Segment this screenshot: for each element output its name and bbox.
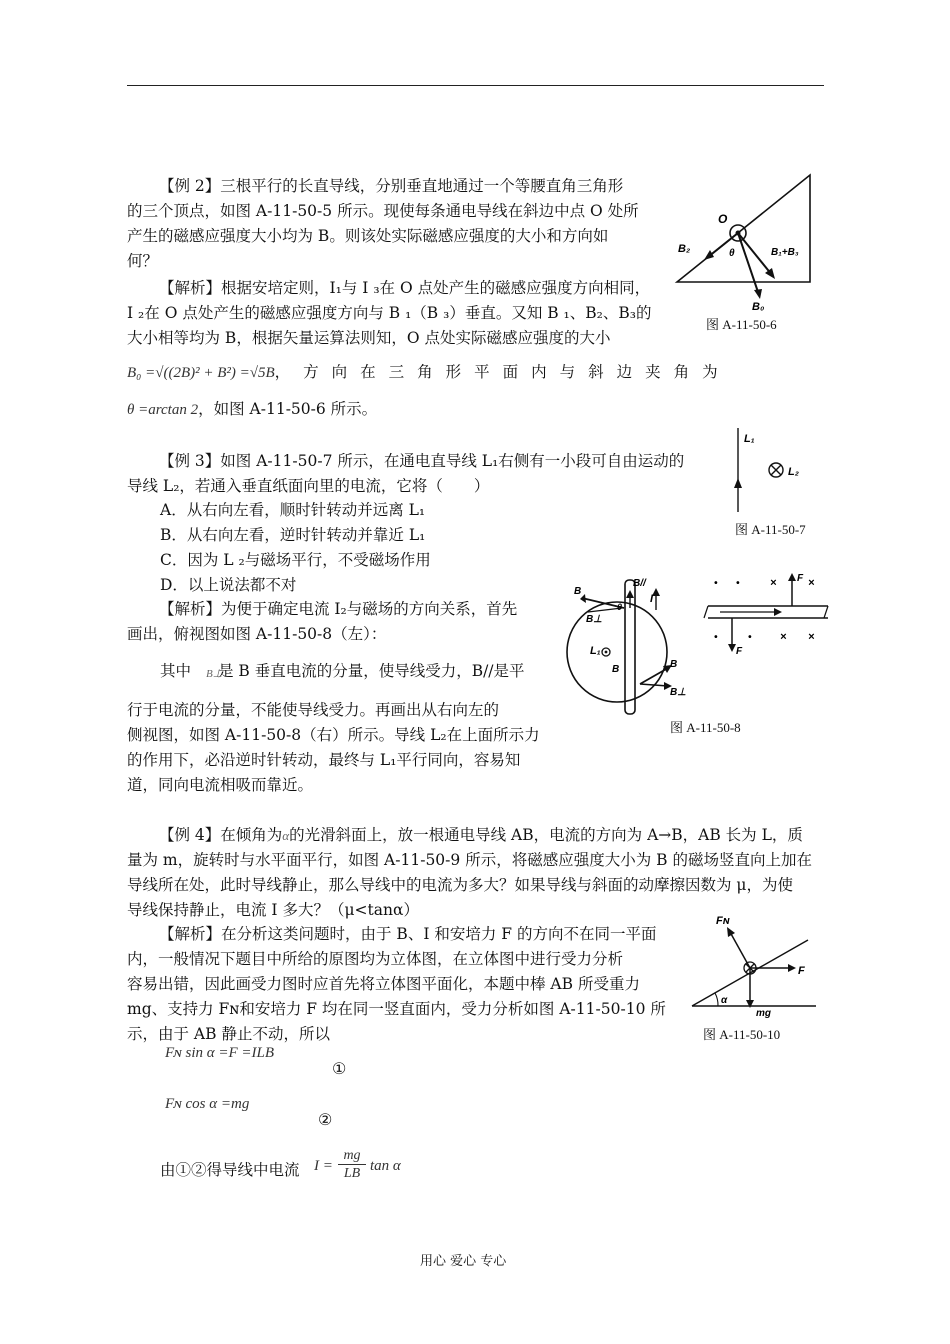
text-line: 道，同向电流相吸而靠近。 bbox=[127, 776, 314, 794]
example-3-question bbox=[127, 449, 727, 499]
example-4-solution bbox=[127, 922, 667, 1047]
text-line: 【例 2】三根平行的长直导线，分别垂直地通过一个等腰直角三角形 bbox=[159, 177, 624, 195]
example-2-formula-line bbox=[127, 360, 731, 386]
label-b-parallel-2: B bbox=[612, 664, 620, 675]
text-line: 画出，俯视图如图 A-11-50-8（左）： bbox=[127, 625, 387, 643]
label-i: I bbox=[650, 593, 654, 605]
page-footer: 用心 爱心 专心 bbox=[420, 1254, 507, 1269]
label-b-perp-top: B⊥ bbox=[586, 614, 602, 625]
cross-mark: × bbox=[808, 577, 815, 589]
option-b: B．从右向左看，逆时针转动并靠近 L₁ bbox=[160, 526, 426, 544]
option-a: A．从右向左看，顺时针转动并远离 L₁ bbox=[160, 501, 426, 519]
option-d: D．以上说法都不对 bbox=[160, 576, 297, 594]
dot-mark: • bbox=[714, 632, 718, 643]
example-2-theta-line bbox=[127, 397, 667, 423]
b0-formula: B₀ =√((2B)² + B²) =√5B bbox=[127, 365, 275, 381]
text-line: 容易出错，因此画受力图时应首先将立体图平面化，本题中棒 AB 所受重力 bbox=[127, 975, 640, 993]
cross-mark: × bbox=[780, 631, 787, 643]
label-alpha: α bbox=[721, 995, 728, 1006]
label-mg: mg bbox=[756, 1008, 771, 1019]
fraction-numerator: mg bbox=[338, 1147, 366, 1165]
cross-mark: × bbox=[808, 631, 815, 643]
dot-mark: • bbox=[714, 578, 718, 589]
example-3-solution-rest bbox=[127, 698, 547, 798]
option-c: C．因为 L ₂与磁场平行，不受磁场作用 bbox=[160, 551, 431, 569]
equation-1: Fɴ sin α =F =ILB bbox=[165, 1045, 275, 1061]
label-o: O bbox=[718, 212, 728, 226]
text-line: 的作用下，必沿逆时针转动，最终与 L₁平行同向，容易知 bbox=[127, 751, 521, 769]
text-line: 导线 L₂，若通入垂直纸面向里的电流，它将（ ） bbox=[127, 477, 490, 495]
figure-caption-a-11-50-6: 图 A-11-50-6 bbox=[706, 317, 777, 332]
text-line: 【解析】为便于确定电流 I₂与磁场的方向关系，首先 bbox=[159, 600, 518, 618]
example-2-question bbox=[127, 174, 667, 274]
text-line: 侧视图，如图 A-11-50-8（右）所示。导线 L₂在上面所示力 bbox=[127, 726, 540, 744]
text-line: ，方向在三角形平面内与斜边夹角为 bbox=[274, 363, 731, 381]
label-theta: θ bbox=[617, 602, 623, 612]
label-b2: B₂ bbox=[678, 243, 691, 255]
dot-mark: • bbox=[748, 632, 752, 643]
text-line: I ₂在 O 点处产生的磁感应强度方向与 B ₁（B ₃）垂直。又知 B ₁、B₂、B₃的 bbox=[127, 304, 652, 322]
text-line: 内，一般情况下题目中所给的原图均为立体图，在立体图中进行受力分析 bbox=[127, 950, 624, 968]
example-4-line-1 bbox=[127, 823, 827, 848]
text-line: 产生的磁感应强度大小均为 B。则该处实际磁感应强度的大小和方向如 bbox=[127, 227, 609, 245]
label-fn: Fɴ bbox=[716, 915, 730, 927]
result-fraction bbox=[338, 1147, 366, 1183]
text-line: ，如图 A-11-50-6 所示。 bbox=[198, 400, 378, 418]
text-fragment: 的光滑斜面上，放一根通电导线 AB，电流的方向为 A→B，AB 长为 L，质 bbox=[289, 826, 803, 844]
text-fragment: 是 B 垂直电流的分量，使导线受力，B//是平 bbox=[217, 662, 525, 680]
label-l1: L₁ bbox=[590, 645, 601, 657]
label-f-down: F bbox=[736, 646, 743, 657]
equation-2-marker: ② bbox=[318, 1110, 333, 1129]
label-f-up: F bbox=[797, 573, 804, 584]
text-line: 示，由于 AB 静止不动，所以 bbox=[127, 1025, 330, 1043]
figure-a-11-50-6 bbox=[674, 172, 824, 312]
label-b0: B₀ bbox=[752, 301, 765, 313]
example-3-options bbox=[160, 498, 560, 598]
result-i: I = bbox=[314, 1158, 333, 1174]
label-b-bottom: B bbox=[670, 659, 678, 670]
cross-mark: × bbox=[770, 577, 777, 589]
text-line: mg、支持力 Fɴ和安培力 F 均在同一竖直面内，受力分析如图 A-11-50-10 所 bbox=[127, 1000, 666, 1018]
text-line: 【例 3】如图 A-11-50-7 所示，在通电直导线 L₁右侧有一小段可自由运动的 bbox=[159, 452, 685, 470]
label-l1: L₁ bbox=[744, 433, 755, 445]
result-prefix: 由①②得导线中电流 bbox=[160, 1161, 300, 1179]
text-line: 大小相等均为 B，根据矢量运算法则知，O 点处实际磁感应强度的大小 bbox=[127, 329, 611, 347]
result-tan: tan α bbox=[370, 1158, 401, 1174]
label-b-perp-bottom: B⊥ bbox=[670, 687, 686, 698]
example-3-solution-mid bbox=[160, 659, 550, 684]
fraction-denominator: LB bbox=[343, 1166, 361, 1181]
figure-a-11-50-8-right bbox=[704, 568, 830, 658]
figure-caption-a-11-50-8: 图 A-11-50-8 bbox=[670, 720, 741, 735]
label-b1-b3: B₁+B₃ bbox=[771, 247, 799, 258]
example-3-solution bbox=[127, 597, 547, 647]
text-line: 【解析】在分析这类问题时，由于 B、I 和安培力 F 的方向不在同一平面 bbox=[159, 925, 657, 943]
header-rule bbox=[127, 85, 824, 86]
text-line: 导线保持静止，电流 I 多大？（μ<tanα） bbox=[127, 901, 419, 919]
alpha-symbol: α bbox=[282, 828, 290, 843]
label-b-parallel: B// bbox=[633, 578, 646, 589]
theta-formula: θ =arctan 2 bbox=[127, 402, 199, 418]
text-line: 量为 m，旋转时与水平面平行，如图 A-11-50-9 所示，将磁感应强度大小为 B 的磁场竖直向上加在 bbox=[127, 851, 812, 869]
label-b-top: B bbox=[574, 586, 582, 597]
text-line: 导线所在处，此时导线静止，那么导线中的电流为多大？如果导线与斜面的动摩擦因数为 μ，为使 bbox=[127, 876, 794, 894]
label-f: F bbox=[798, 965, 805, 977]
text-line: 何？ bbox=[127, 252, 159, 270]
b-perp-text: B⊥ bbox=[205, 668, 223, 680]
figure-caption-a-11-50-7: 图 A-11-50-7 bbox=[735, 522, 806, 537]
label-l2: L₂ bbox=[788, 466, 799, 478]
text-fragment: 其中 bbox=[160, 662, 192, 680]
equation-2: Fɴ cos α =mg bbox=[165, 1096, 250, 1112]
equation-1-marker: ① bbox=[332, 1059, 347, 1078]
text-fragment: 【例 4】在倾角为 bbox=[159, 826, 283, 844]
text-line: 行于电流的分量，不能使导线受力。再画出从右向左的 bbox=[127, 701, 500, 719]
text-line: 的三个顶点，如图 A-11-50-5 所示。现使每条通电导线在斜边中点 O 处所 bbox=[127, 202, 639, 220]
figure-a-11-50-8-left bbox=[562, 572, 692, 717]
figure-a-11-50-7 bbox=[730, 424, 810, 514]
example-2-solution bbox=[127, 276, 667, 351]
dot-mark: • bbox=[736, 578, 740, 589]
figure-a-11-50-10 bbox=[690, 908, 820, 1018]
figure-caption-a-11-50-10: 图 A-11-50-10 bbox=[703, 1027, 781, 1042]
text-line: 【解析】根据安培定则，I₁与 I ₃在 O 点处产生的磁感应强度方向相同， bbox=[159, 279, 651, 297]
label-theta: θ bbox=[729, 248, 735, 259]
